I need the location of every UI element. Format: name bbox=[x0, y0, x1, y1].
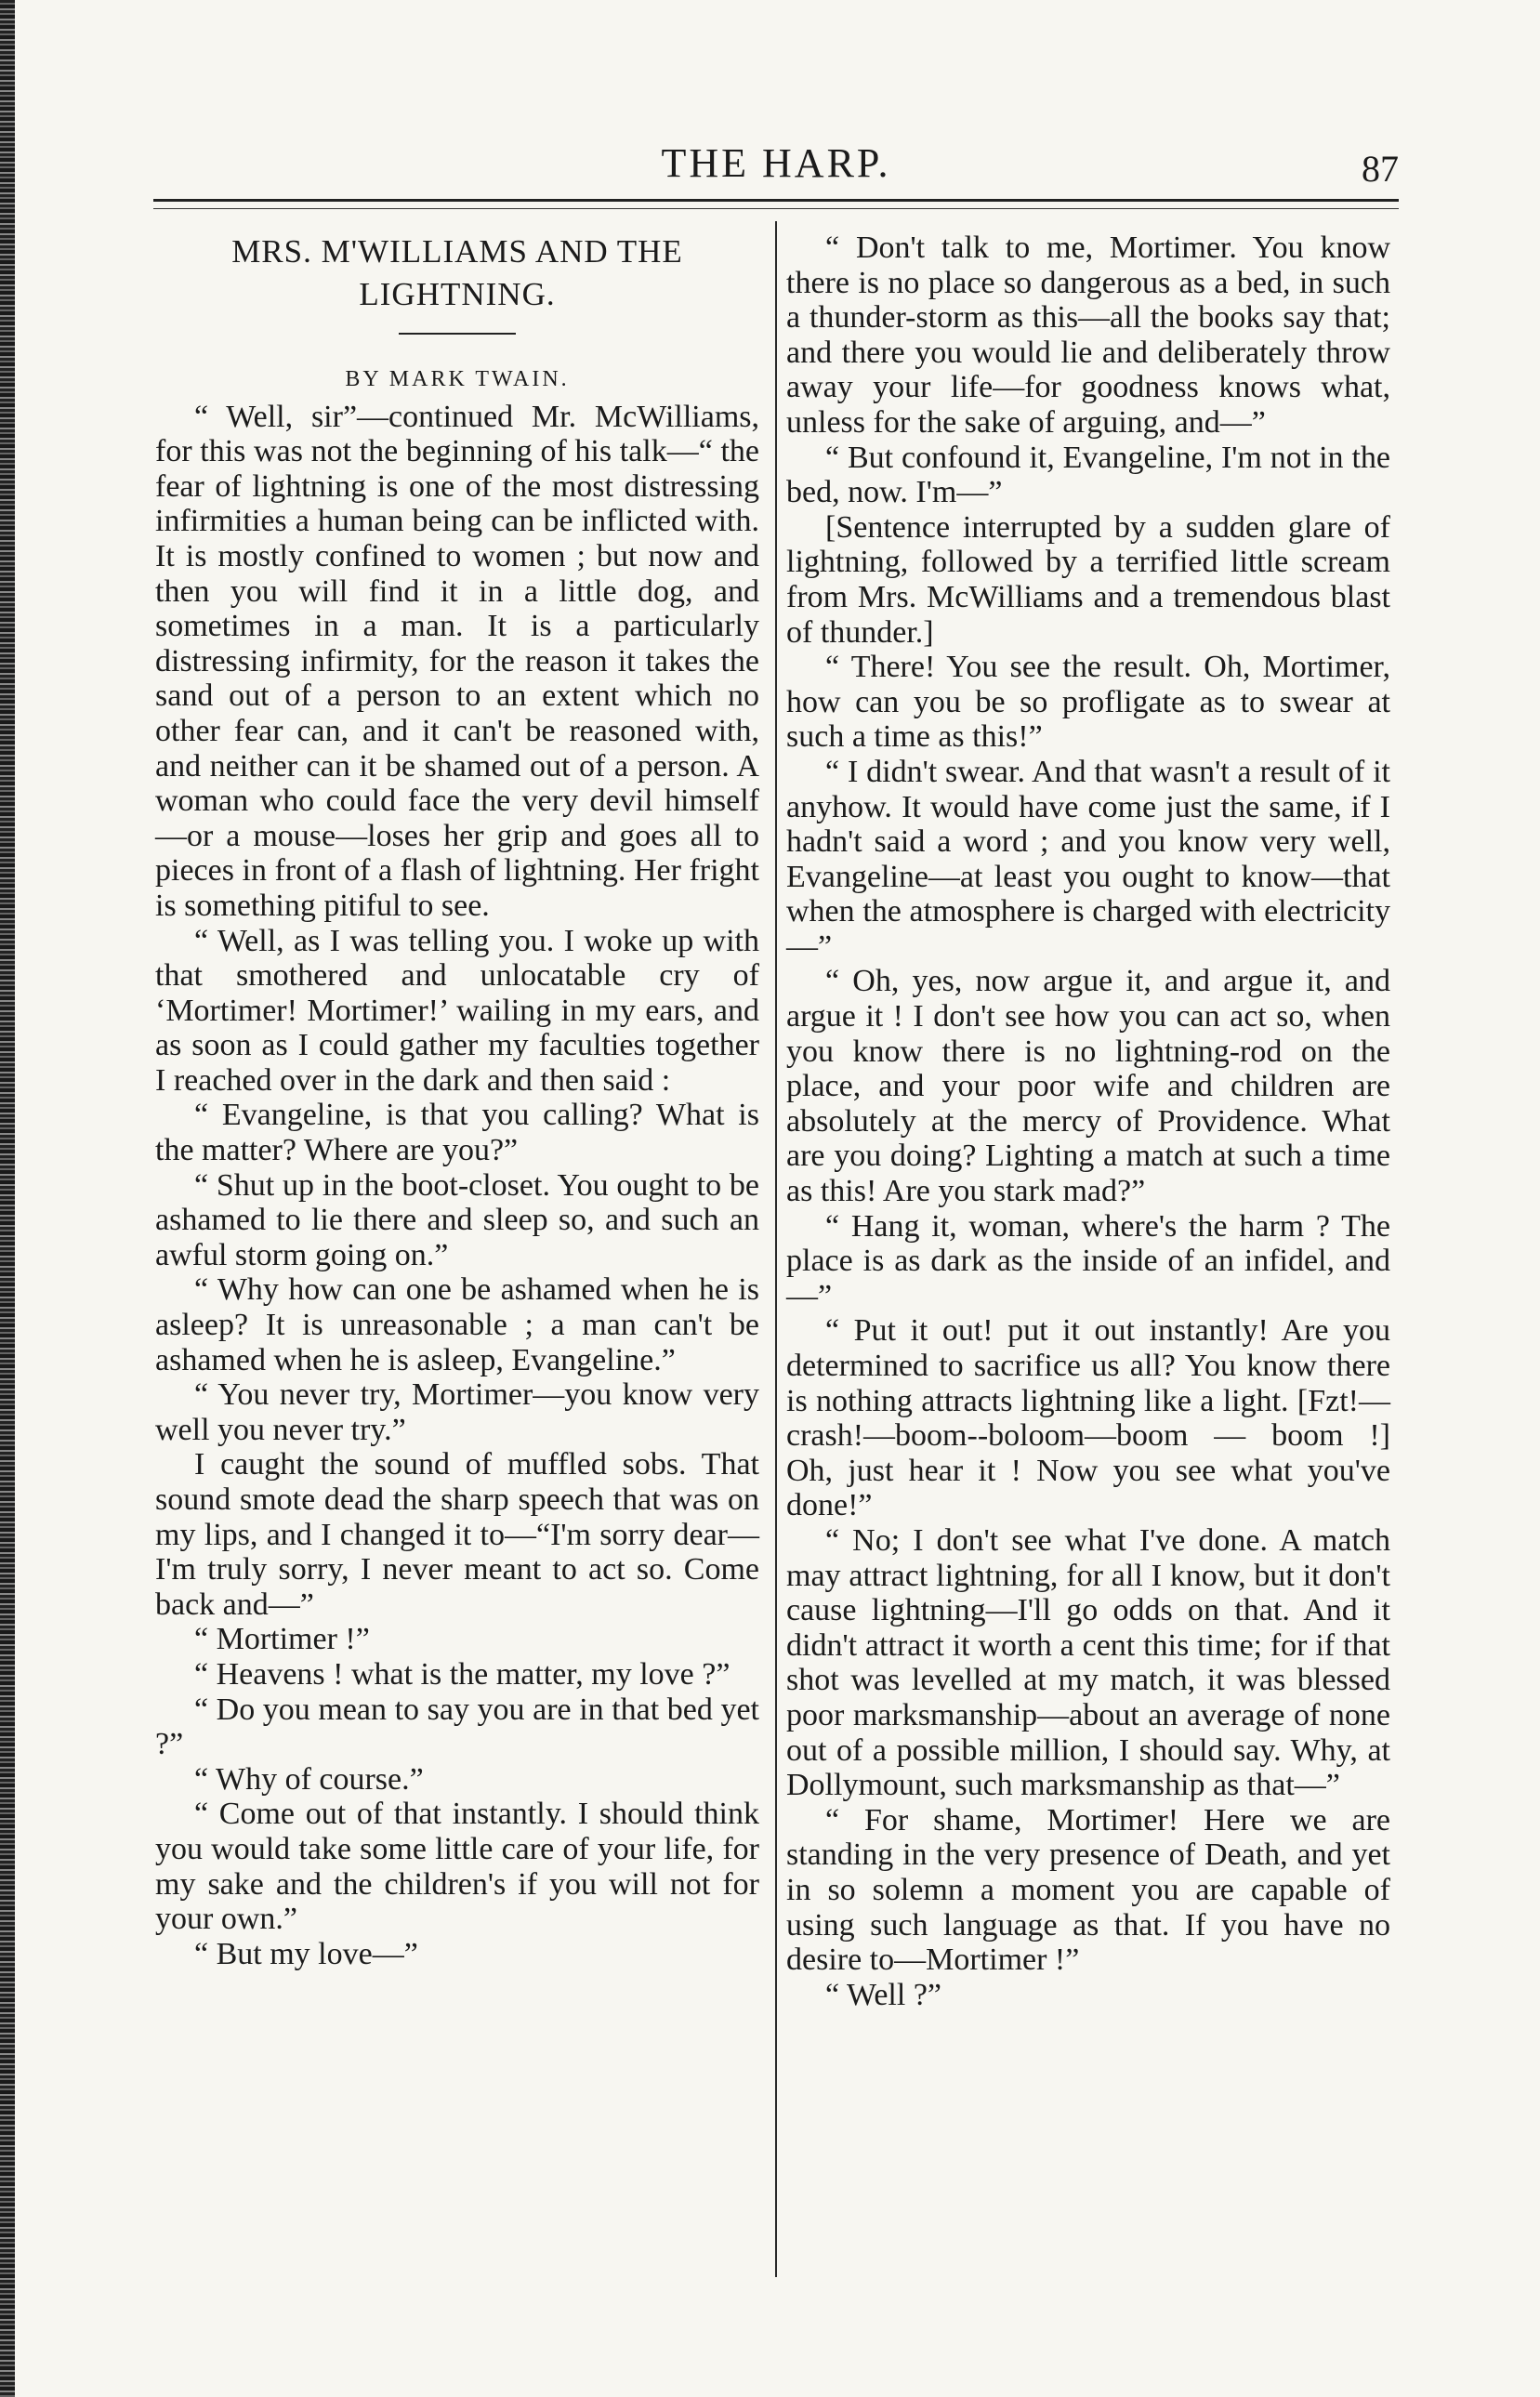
paragraph: “ Heavens ! what is the matter, my love ?” bbox=[194, 1656, 731, 1692]
paragraph: “ Mortimer !” bbox=[194, 1622, 370, 1657]
paragraph: “ For shame, Mortimer! Here we are standing in the very presence of Death, and yet in so solemn a moment you are capable of using such language as that. If you have no desire to—Mortimer !” bbox=[786, 1802, 1390, 1978]
paragraph: “ Shut up in the boot-closet. You ought to be ashamed to lie there and sleep so, and such an awful storm going on.” bbox=[155, 1167, 759, 1272]
left-column bbox=[155, 230, 759, 1971]
paragraph: “ But my love—” bbox=[194, 1936, 418, 1971]
paragraph: “ Well, as I was telling you. I woke up with that smothered and unlocatable cry of ‘Mortimer! Mortimer!’ wailing in my ears, and as soon as I could gather my faculties together I reached over in the dark and then said : bbox=[155, 923, 759, 1098]
title-divider bbox=[399, 333, 516, 335]
header-rule-thick bbox=[153, 199, 1399, 202]
paragraph: “ Oh, yes, now argue it, and argue it, and argue it ! I don't see how you can act so, when you know there is no lightning-rod on the place, and your poor wife and children are absolutely at the mercy of Providence. What are you doing? Lighting a match at such a time as this! Are you stark mad?” bbox=[786, 964, 1390, 1209]
paragraph: “ Evangeline, is that you calling? What is the matter? Where are you?” bbox=[155, 1098, 759, 1168]
paragraph: “ I didn't swear. And that wasn't a result of it anyhow. It would have come just the same, if I hadn't said a word ; and you know very well, Evangeline—at least you ought to know—that when the atmosphere is charged with electricity—” bbox=[786, 754, 1390, 964]
article-title: MRS. M'WILLIAMS AND THE LIGHTNING. bbox=[231, 233, 683, 312]
paragraph: “ No; I don't see what I've done. A match may attract lightning, for all I know, but it don't cause lightning—I'll go odds on that. And it didn't attract it worth a cent this time; for if that shot was levelled at my match, it was blessed poor marksmanship—about an average of none out of a possible million, I should say. Why, at Dollymount, such marksmanship as that—” bbox=[786, 1522, 1390, 1803]
right-column bbox=[786, 230, 1390, 2012]
paragraph: I caught the sound of muffled sobs. That sound smote dead the sharp speech that was on my lips, and I changed it to—“I'm sorry dear—I'm truly sorry, I never meant to act so. Come back and—” bbox=[155, 1447, 759, 1622]
paragraph: “ Why of course.” bbox=[194, 1761, 424, 1797]
article-byline: BY MARK TWAIN. bbox=[345, 367, 570, 391]
header-rule-thin bbox=[153, 208, 1399, 209]
paragraph: “ You never try, Mortimer—you know very well you never try.” bbox=[155, 1377, 759, 1447]
paragraph: “ Put it out! put it out instantly! Are you determined to sacrifice us all? You know there is nothing attracts lightning like a light. [Fzt!—crash!—boom--boloom—boom — boom !] Oh, just hear it ! Now you see what you've done!” bbox=[786, 1313, 1390, 1523]
paragraph: “ Well ?” bbox=[825, 1977, 942, 2012]
paragraph: “ Do you mean to say you are in that bed yet ?” bbox=[155, 1692, 759, 1762]
paragraph: “ Well, sir”—continued Mr. McWilliams, for this was not the beginning of his talk—“ the fear of lightning is one of the most distressing infirmities a human being can be inflicted with. It is mostly confined to women ; but now and then you will find it in a little dog, and sometimes in a man. It is a particularly distressing infirmity, for the reason it takes the sand out of a person to an extent which no other fear can, and it can't be reasoned with, and neither can it be shamed out of a person. A woman who could face the very devil himself—or a mouse—loses her grip and goes all to pieces in front of a flash of lightning. Her fright is something pitiful to see. bbox=[155, 399, 759, 923]
paragraph: “ There! You see the result. Oh, Mortimer, how can you be so profligate as to swear at such a time as this!” bbox=[786, 650, 1390, 755]
column-divider bbox=[775, 221, 777, 2277]
paragraph: “ Hang it, woman, where's the harm ? The place is as dark as the inside of an infidel, and—” bbox=[786, 1208, 1390, 1313]
running-title: THE HARP. bbox=[661, 140, 891, 186]
paragraph: [Sentence interrupted by a sudden glare of lightning, followed by a terrified little scream from Mrs. McWilliams and a tremendous blast of thunder.] bbox=[786, 509, 1390, 650]
page-edge-binding bbox=[0, 0, 15, 2397]
paragraph: “ Come out of that instantly. I should think you would take some little care of your life, for my sake and the children's if you will not for your own.” bbox=[155, 1797, 759, 1937]
paragraph: “ Don't talk to me, Mortimer. You know there is no place so dangerous as a bed, in such a thunder-storm as this—all the books say that; and there you would lie and deliberately throw away your life—for goodness knows what, unless for the sake of arguing, and—” bbox=[786, 230, 1390, 440]
paragraph: “ Why how can one be ashamed when he is asleep? It is unreasonable ; a man can't be ashamed when he is asleep, Evangeline.” bbox=[155, 1272, 759, 1377]
paragraph: “ But confound it, Evangeline, I'm not in the bed, now. I'm—” bbox=[786, 440, 1390, 510]
page-header bbox=[153, 130, 1399, 195]
page-number: 87 bbox=[1362, 148, 1399, 190]
